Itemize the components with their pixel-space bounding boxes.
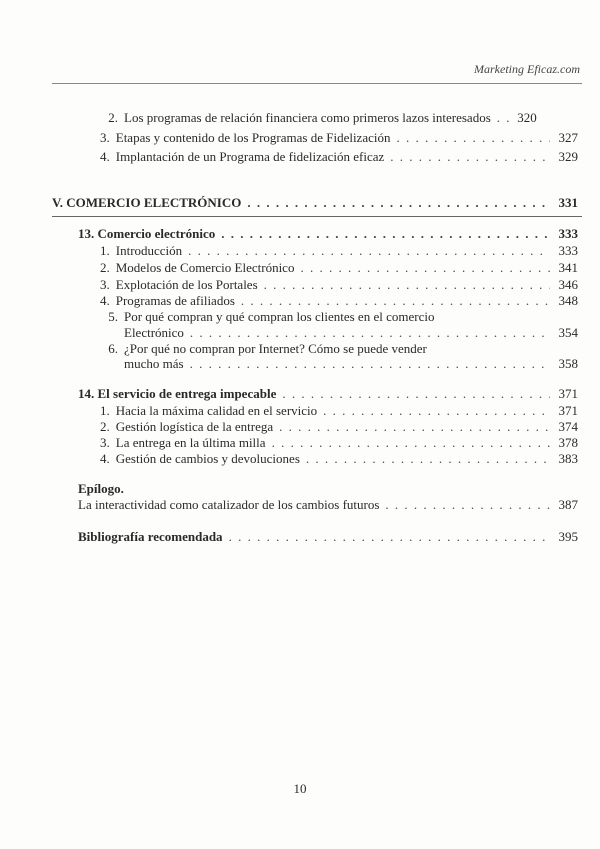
- entry-text: Programas de afiliados: [115, 293, 235, 308]
- entry-number: 4.: [100, 451, 110, 466]
- entry-number: 5.: [108, 309, 118, 324]
- entry-page: 371: [558, 403, 578, 418]
- toc-entry: [100, 403, 578, 419]
- leader-dots: [241, 293, 550, 309]
- chapter-page: 371: [558, 386, 578, 401]
- leader-dots: [190, 325, 550, 341]
- entry-page: 327: [558, 130, 578, 145]
- entry-page: 333: [558, 243, 578, 258]
- bibliography-entry: [78, 529, 578, 545]
- leader-dots: [323, 403, 550, 419]
- entry-number: 2.: [100, 419, 110, 434]
- entry-text: Modelos de Comercio Electrónico: [115, 260, 295, 275]
- entry-number: 3.: [100, 435, 110, 450]
- entry-page: 354: [558, 325, 578, 340]
- bibliography-title: Bibliografía recomendada: [78, 529, 223, 544]
- leader-dots: [221, 226, 550, 242]
- leader-dots: [306, 451, 550, 467]
- entry-text: mucho más: [124, 356, 184, 371]
- chapter-heading: [78, 386, 578, 402]
- toc-entry: [100, 277, 578, 293]
- header-rule: [52, 83, 582, 84]
- leader-dots: [396, 130, 550, 146]
- entry-number: 4.: [100, 149, 110, 164]
- chapter-heading: [78, 226, 578, 242]
- entry-number: 2.: [108, 110, 118, 125]
- part-page: 331: [558, 195, 578, 210]
- entry-page: 341: [558, 260, 578, 275]
- toc-entry-line2: [124, 356, 578, 372]
- entry-text: Gestión de cambios y devoluciones: [115, 451, 300, 466]
- part-title: V. COMERCIO ELECTRÓNICO: [52, 195, 242, 210]
- toc-entry: [100, 419, 578, 435]
- toc-entry: [100, 451, 578, 467]
- leader-dots: [272, 435, 550, 451]
- leader-dots: [190, 356, 550, 372]
- entry-text: Introducción: [115, 243, 183, 258]
- chapter-page: 333: [558, 226, 578, 241]
- entry-text: La interactividad como catalizador de los cambios futuros: [78, 497, 380, 512]
- entry-number: 4.: [100, 293, 110, 308]
- entry-text: Implantación de un Programa de fidelización eficaz: [115, 149, 385, 164]
- entry-text: Etapas y contenido de los Programas de Fidelización: [115, 130, 391, 145]
- entry-text: ¿Por qué no compran por Internet? Cómo se puede vender: [124, 341, 427, 356]
- entry-page: 320: [517, 110, 537, 125]
- part-heading: [52, 195, 578, 211]
- entry-number: 1.: [100, 403, 110, 418]
- chapter-title: 13. Comercio electrónico: [78, 226, 216, 241]
- toc-entry-line1: [100, 341, 578, 357]
- toc-entry: [100, 130, 578, 146]
- entry-page: 378: [558, 435, 578, 450]
- entry-page: 387: [558, 497, 578, 512]
- entry-page: 395: [558, 529, 578, 544]
- leader-dots: [279, 419, 550, 435]
- entry-text: Por qué compran y qué compran los clientes en el comercio: [124, 309, 435, 324]
- entry-text: Gestión logística de la entrega: [115, 419, 274, 434]
- entry-number: 2.: [100, 260, 110, 275]
- leader-dots: [385, 497, 550, 513]
- epilogue-entry: [78, 497, 578, 513]
- entry-number: 6.: [108, 341, 118, 356]
- toc-entry: [100, 435, 578, 451]
- leader-dots: [300, 260, 550, 276]
- entry-page: 374: [558, 419, 578, 434]
- leader-dots: [497, 110, 509, 126]
- running-header: Marketing Eficaz.com: [474, 62, 580, 76]
- entry-text: Explotación de los Portales: [115, 277, 258, 292]
- toc-entry-line1: [100, 309, 578, 325]
- entry-text: La entrega en la última milla: [115, 435, 266, 450]
- entry-number: 3.: [100, 130, 110, 145]
- entry-page: 383: [558, 451, 578, 466]
- entry-number: 1.: [100, 243, 110, 258]
- entry-page: 346: [558, 277, 578, 292]
- toc-entry: [100, 243, 578, 259]
- entry-page: 329: [558, 149, 578, 164]
- entry-text: Los programas de relación financiera como primeros lazos interesados: [124, 110, 491, 125]
- toc-entry-line2: [124, 325, 578, 341]
- toc-entry: [100, 260, 578, 276]
- toc-entry: [100, 293, 578, 309]
- leader-dots: [188, 243, 550, 259]
- leader-dots: [282, 386, 550, 402]
- entry-text: Hacia la máxima calidad en el servicio: [115, 403, 318, 418]
- toc-entry: [100, 149, 578, 165]
- page-number: 10: [293, 781, 307, 796]
- leader-dots: [390, 149, 550, 165]
- leader-dots: [247, 195, 550, 211]
- section-rule: [52, 216, 582, 217]
- entry-page: 358: [558, 356, 578, 371]
- entry-text: Electrónico: [124, 325, 184, 340]
- toc-entry: [100, 110, 578, 126]
- epilogue-title: Epílogo.: [78, 481, 124, 496]
- entry-page: 348: [558, 293, 578, 308]
- chapter-title: 14. El servicio de entrega impecable: [78, 386, 277, 401]
- entry-number: 3.: [100, 277, 110, 292]
- leader-dots: [229, 529, 550, 545]
- leader-dots: [264, 277, 550, 293]
